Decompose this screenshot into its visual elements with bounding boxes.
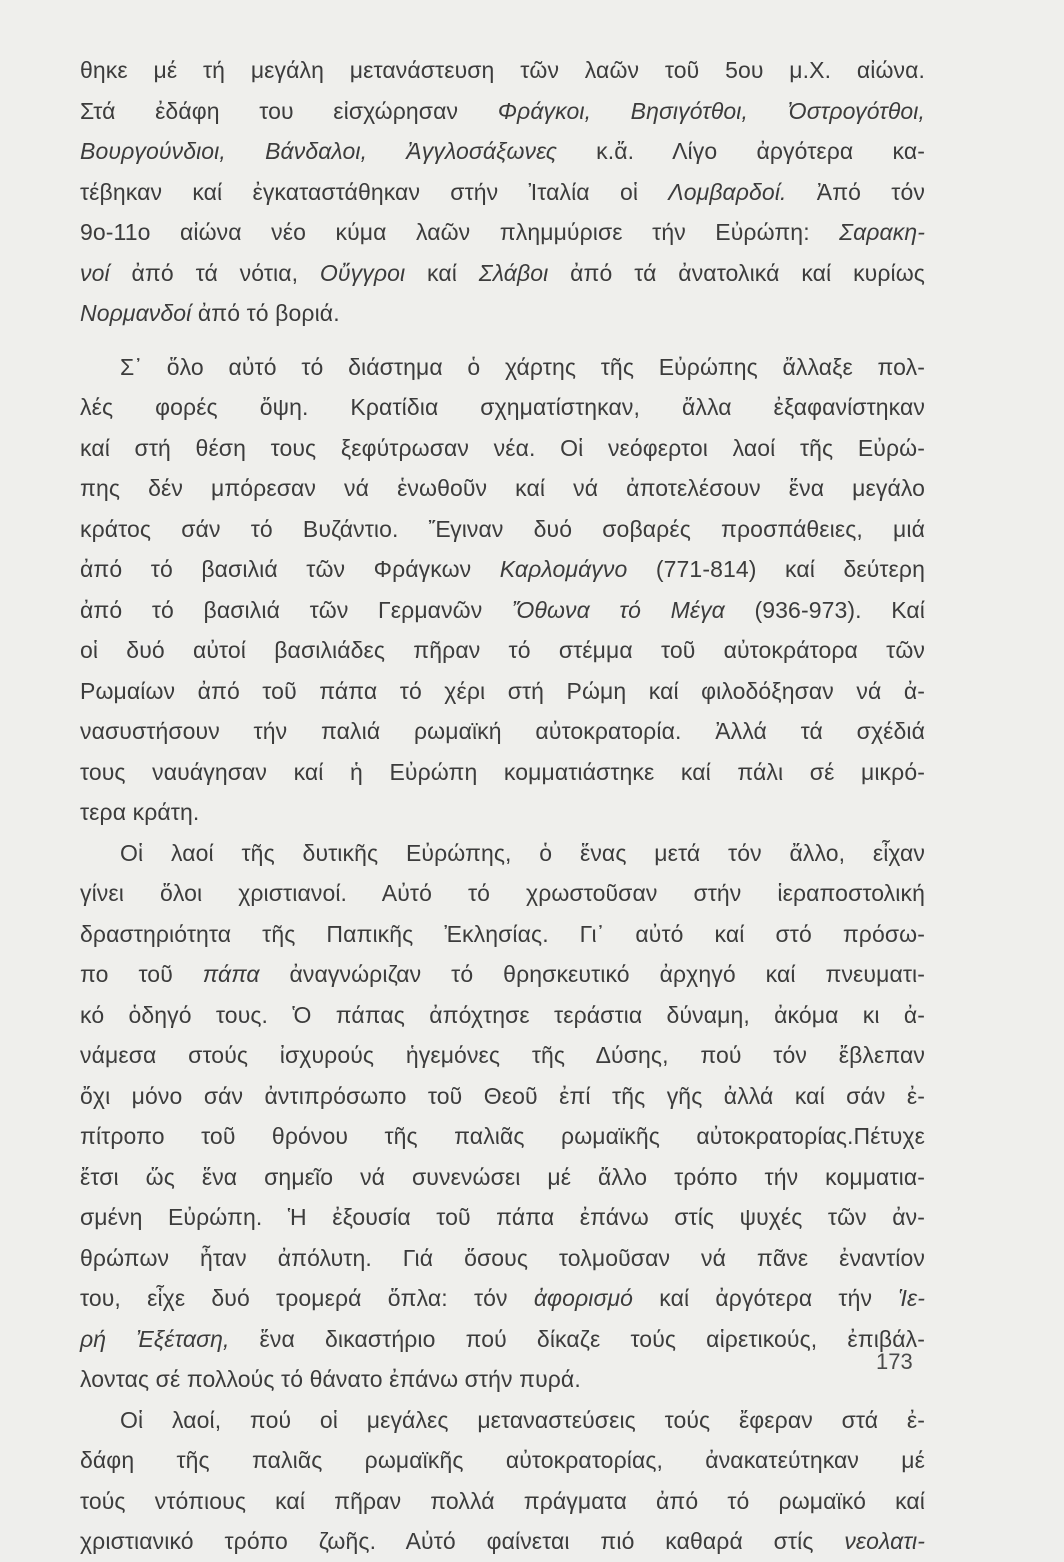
text-line (80, 172, 925, 213)
italic-text: Καρλομάγνο (499, 556, 628, 582)
italic-text: νοί (80, 259, 110, 286)
italic-text: Σαρακη- (839, 219, 925, 245)
text-run: θρώπων ἦταν ἀπόλυτη. Γιά ὅσους τολμοῦσαν νά πᾶνε ἐναντίον (80, 1244, 925, 1271)
text-line (80, 428, 925, 469)
italic-text: Νορμανδοί (80, 300, 192, 326)
text-run: κράτος σάν τό Βυζάντιο. Ἔγιναν δυό σοβαρές προσπάθειες, μιά (80, 515, 925, 542)
text-line (80, 590, 925, 631)
text-run: ἕνα δικαστήριο πού δίκαζε τούς αἱρετικούς, ἐπιβάλ- (229, 1325, 925, 1352)
text-run: Ἀπό τόν (786, 178, 925, 205)
text-run: (936-973). Καί (724, 596, 925, 623)
text-run: Οἱ λαοί, πού οἱ μεγάλες μεταναστεύσεις τούς ἔφεραν στά ἐ- (120, 1406, 925, 1433)
text-line (80, 995, 925, 1036)
text-run: καί (405, 259, 479, 286)
text-line (80, 131, 925, 172)
text-run: νασυστήσουν τήν παλιά ρωμαϊκή αὐτοκρατορία. Ἀλλά τά σχέδιά (80, 718, 925, 744)
text-run: ἀπό τό βοριά. (191, 300, 340, 326)
text-run: σμένη Εὐρώπη. Ἡ ἐξουσία τοῦ πάπα ἐπάνω στίς ψυχές τῶν ἀν- (80, 1204, 925, 1230)
italic-text: ρή Ἐξέταση, (80, 1325, 230, 1352)
text-run: ἀναγνώριζαν τό θρησκευτικό ἀρχηγό καί πνευματι- (259, 961, 925, 987)
text-line (80, 1400, 925, 1441)
text-run: πο τοῦ (80, 961, 203, 987)
text-run: οἱ δυό αὐτοί βασιλιάδες πῆραν τό στέμμα τοῦ αὐτοκράτορα τῶν (80, 637, 925, 663)
text-run: Στά ἐδάφη του εἰσχώρησαν (80, 97, 498, 124)
text-run: Οἱ λαοί τῆς δυτικῆς Εὐρώπης, ὁ ἕνας μετά τόν ἄλλο, εἶχαν (120, 839, 925, 866)
text-line (80, 50, 925, 91)
text-run: ὄχι μόνο σάν ἀντιπρόσωπο τοῦ Θεοῦ ἐπί τῆς γῆς ἀλλά καί σάν ἐ- (80, 1082, 925, 1109)
italic-text: Φράγκοι, Βησιγότθοι, Ὀστρογότθοι, (497, 97, 925, 124)
text-run: τούς ντόπιους καί πῆραν πολλά πράγματα ἀπό τό ρωμαϊκό καί (80, 1487, 925, 1514)
text-run: ἔτσι ὥς ἕνα σημεῖο νά συνενώσει μέ ἄλλο τρόπο τήν κομματια- (80, 1163, 925, 1190)
text-run: λοντας σέ πολλούς τό θάνατο ἐπάνω στήν πυρά. (80, 1366, 581, 1392)
italic-text: Σλάβοι (478, 259, 549, 286)
text-line (80, 1359, 925, 1400)
text-line (80, 954, 925, 995)
text-line (80, 347, 925, 388)
text-line (80, 387, 925, 428)
text-run: ἀπό τό βασιλιά τῶν Γερμανῶν (80, 596, 512, 623)
text-line (80, 914, 925, 955)
text-run: Σ᾽ ὅλο αὐτό τό διάστημα ὁ χάρτης τῆς Εὐρώπης ἄλλαξε πολ- (120, 353, 925, 380)
text-line (80, 212, 925, 253)
text-run: του, εἶχε δυό τρομερά ὅπλα: τόν (80, 1285, 534, 1311)
text-run: τέβηκαν καί ἐγκαταστάθηκαν στήν Ἰταλία οἱ (80, 178, 669, 205)
text-run: ἀπό τά νότια, (109, 259, 320, 286)
text-run: (771-814) καί δεύτερη (627, 556, 925, 582)
text-line (80, 1157, 925, 1198)
text-run: τους ναυάγησαν καί ἡ Εὐρώπη κομματιάστηκε καί πάλι σέ μικρό- (80, 758, 925, 785)
text-run: Ρωμαίων ἀπό τοῦ πάπα τό χέρι στή Ρώμη καί φιλοδόξησαν νά ἀ- (80, 677, 925, 704)
text-line (80, 1319, 925, 1360)
text-run: τερα κράτη. (80, 799, 200, 825)
italic-text: Ὄθωνα τό Μέγα (511, 596, 725, 623)
text-run: νάμεσα στούς ἰσχυρούς ἡγεμόνες τῆς Δύσης, πού τόν ἔβλεπαν (80, 1042, 925, 1068)
text-run: πίτροπο τοῦ θρόνου τῆς παλιᾶς ρωμαϊκῆς αὐτοκρατορίας.Πέτυχε (80, 1123, 925, 1149)
text-line (80, 792, 925, 833)
text-run: γίνει ὅλοι χριστιανοί. Αὐτό τό χρωστοῦσαν στήν ἱεραποστολική (80, 880, 925, 906)
text-line (80, 1238, 925, 1279)
text-line (80, 1521, 925, 1562)
text-line (80, 752, 925, 793)
text-line (80, 549, 925, 590)
text-line (80, 1076, 925, 1117)
text-line (80, 293, 925, 334)
text-run: κό ὁδηγό τους. Ὁ πάπας ἀπόχτησε τεράστια δύναμη, ἀκόμα κι ἀ- (80, 1001, 925, 1028)
text-line (80, 711, 925, 752)
text-run: θηκε μέ τή μεγάλη μετανάστευση τῶν λαῶν τοῦ 5ου μ.Χ. αἰώνα. (80, 57, 925, 83)
text-run: κ.ἄ. Λίγο ἀργότερα κα- (556, 138, 925, 164)
text-run: ἀπό τά ἀνατολικά καί κυρίως (548, 259, 925, 286)
text-run: καί ἀργότερα τήν (633, 1285, 899, 1311)
text-line (80, 630, 925, 671)
body-text (80, 50, 925, 1562)
text-line (80, 1481, 925, 1522)
italic-text: Βουργούνδιοι, Βάνδαλοι, Ἀγγλοσάξωνες (80, 138, 557, 164)
text-line (80, 671, 925, 712)
italic-text: νεολατι- (844, 1528, 925, 1554)
text-run: πης δέν μπόρεσαν νά ἑνωθοῦν καί νά ἀποτελέσουν ἕνα μεγάλο (80, 475, 925, 501)
text-line (80, 1278, 925, 1319)
text-line (80, 91, 925, 132)
text-run: δραστηριότητα τῆς Παπικῆς Ἐκλησίας. Γι᾽ αὐτό καί στό πρόσω- (80, 920, 925, 947)
italic-text: ἀφορισμό (533, 1285, 634, 1311)
text-run: καί στή θέση τους ξεφύτρωσαν νέα. Οἱ νεόφερτοι λαοί τῆς Εὐρώ- (80, 434, 925, 461)
text-line (80, 1116, 925, 1157)
italic-text: Οὔγγροι (319, 259, 406, 286)
text-run: 9ο-11ο αἰώνα νέο κύμα λαῶν πλημμύρισε τήν Εὐρώπη: (80, 219, 840, 245)
text-line (80, 833, 925, 874)
text-line (80, 253, 925, 294)
text-run: ἀπό τό βασιλιά τῶν Φράγκων (80, 556, 500, 582)
text-run: δάφη τῆς παλιᾶς ρωμαϊκῆς αὐτοκρατορίας, ἀνακατεύτηκαν μέ (80, 1447, 925, 1473)
italic-text: Ἱε- (898, 1285, 925, 1311)
text-line (80, 468, 925, 509)
text-line (80, 1035, 925, 1076)
text-line (80, 1440, 925, 1481)
italic-text: πάπα (202, 961, 260, 987)
text-line (80, 1197, 925, 1238)
italic-text: Λομβαρδοί. (668, 178, 787, 205)
text-run: λές φορές ὄψη. Κρατίδια σχηματίστηκαν, ἄλλα ἐξαφανίστηκαν (80, 394, 925, 420)
text-line (80, 873, 925, 914)
page-number: 173 (876, 1349, 913, 1374)
text-run: χριστιανικό τρόπο ζωῆς. Αὐτό φαίνεται πιό καθαρά στίς (80, 1528, 845, 1554)
text-line (80, 509, 925, 550)
